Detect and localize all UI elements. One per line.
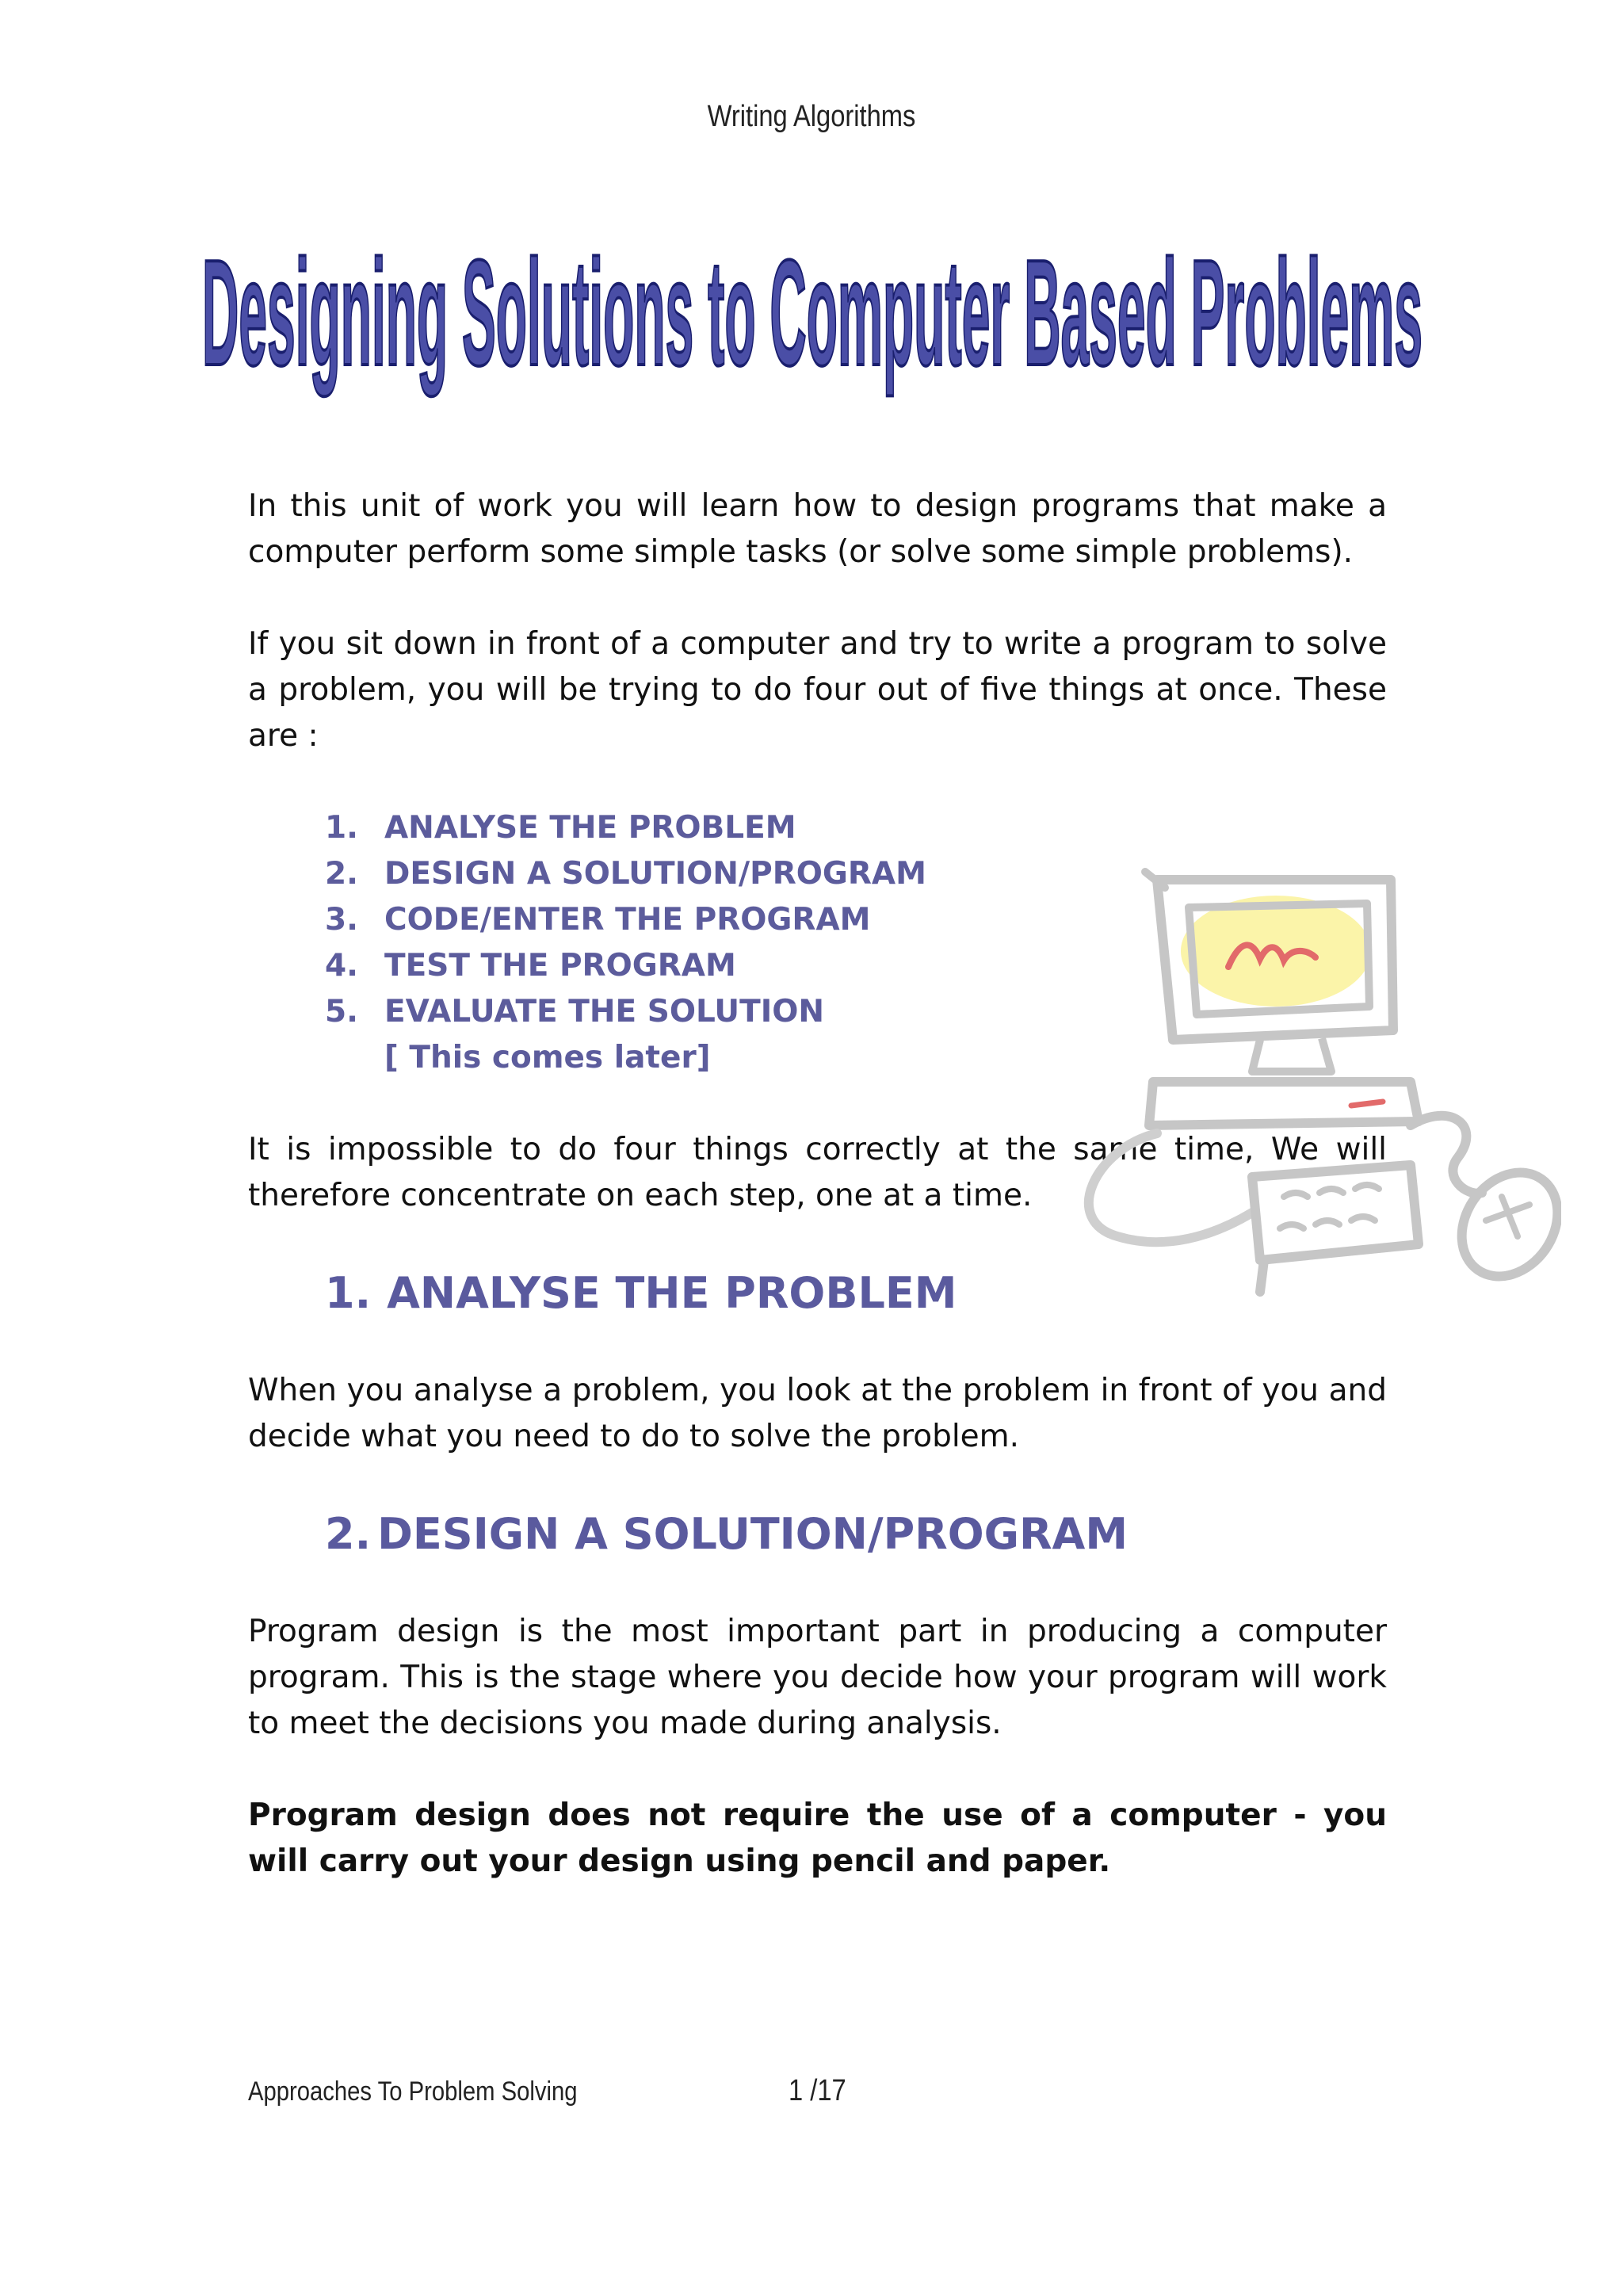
section-design-bold-note: Program design does not require the use of a computer - you will carry out your design using pencil and paper. bbox=[248, 1797, 1387, 1879]
list-item bbox=[325, 805, 1387, 851]
section-design-body: Program design is the most important part in producing a computer program. This is the stage where you decide how your program will work to meet the decisions you made during analysis. bbox=[248, 1614, 1387, 1741]
section-title: ANALYSE THE PROBLEM bbox=[387, 1268, 957, 1318]
section-title: DESIGN A SOLUTION/PROGRAM bbox=[377, 1509, 1128, 1559]
step-label: ANALYSE THE PROBLEM bbox=[384, 810, 796, 846]
step-number: 2. bbox=[325, 856, 358, 892]
step-number: 3. bbox=[325, 902, 358, 938]
section-number: 1. bbox=[325, 1268, 372, 1318]
step-number: 5. bbox=[325, 994, 358, 1030]
wordart-title bbox=[194, 222, 1430, 412]
intro-paragraph-1: In this unit of work you will learn how to design programs that make a computer perform some simple tasks (or solve some simple problems). bbox=[248, 488, 1387, 570]
section-analyse-body: When you analyse a problem, you look at the problem in front of you and decide what you need to do to solve the problem. bbox=[248, 1373, 1387, 1454]
step-label: EVALUATE THE SOLUTION bbox=[384, 994, 825, 1030]
section-heading-design bbox=[325, 1506, 1387, 1563]
step-label: CODE/ENTER THE PROGRAM bbox=[384, 902, 871, 938]
steps-note: [ This comes later] bbox=[384, 1040, 711, 1075]
intro-paragraph-2: If you sit down in front of a computer and try to write a program to solve a problem, you will be trying to do four out of five things at once. These are : bbox=[248, 626, 1387, 754]
section-number: 2. bbox=[325, 1509, 372, 1559]
step-number: 1. bbox=[325, 810, 358, 846]
step-label: TEST THE PROGRAM bbox=[384, 948, 736, 984]
footer-page-number: 1 /17 bbox=[789, 2074, 846, 2107]
footer-document-title: Approaches To Problem Solving bbox=[248, 2076, 578, 2107]
computer-clipart-icon bbox=[1070, 864, 1561, 1355]
running-header: Writing Algorithms bbox=[707, 100, 916, 133]
step-number: 4. bbox=[325, 948, 358, 984]
transition-paragraph: It is impossible to do four things correctly at the same time, We will therefore concentrate on each step, one at a time. bbox=[248, 1132, 1387, 1213]
wordart-title-text: Designing Solutions to Computer Based Problems bbox=[202, 229, 1423, 397]
step-label: DESIGN A SOLUTION/PROGRAM bbox=[384, 856, 926, 892]
